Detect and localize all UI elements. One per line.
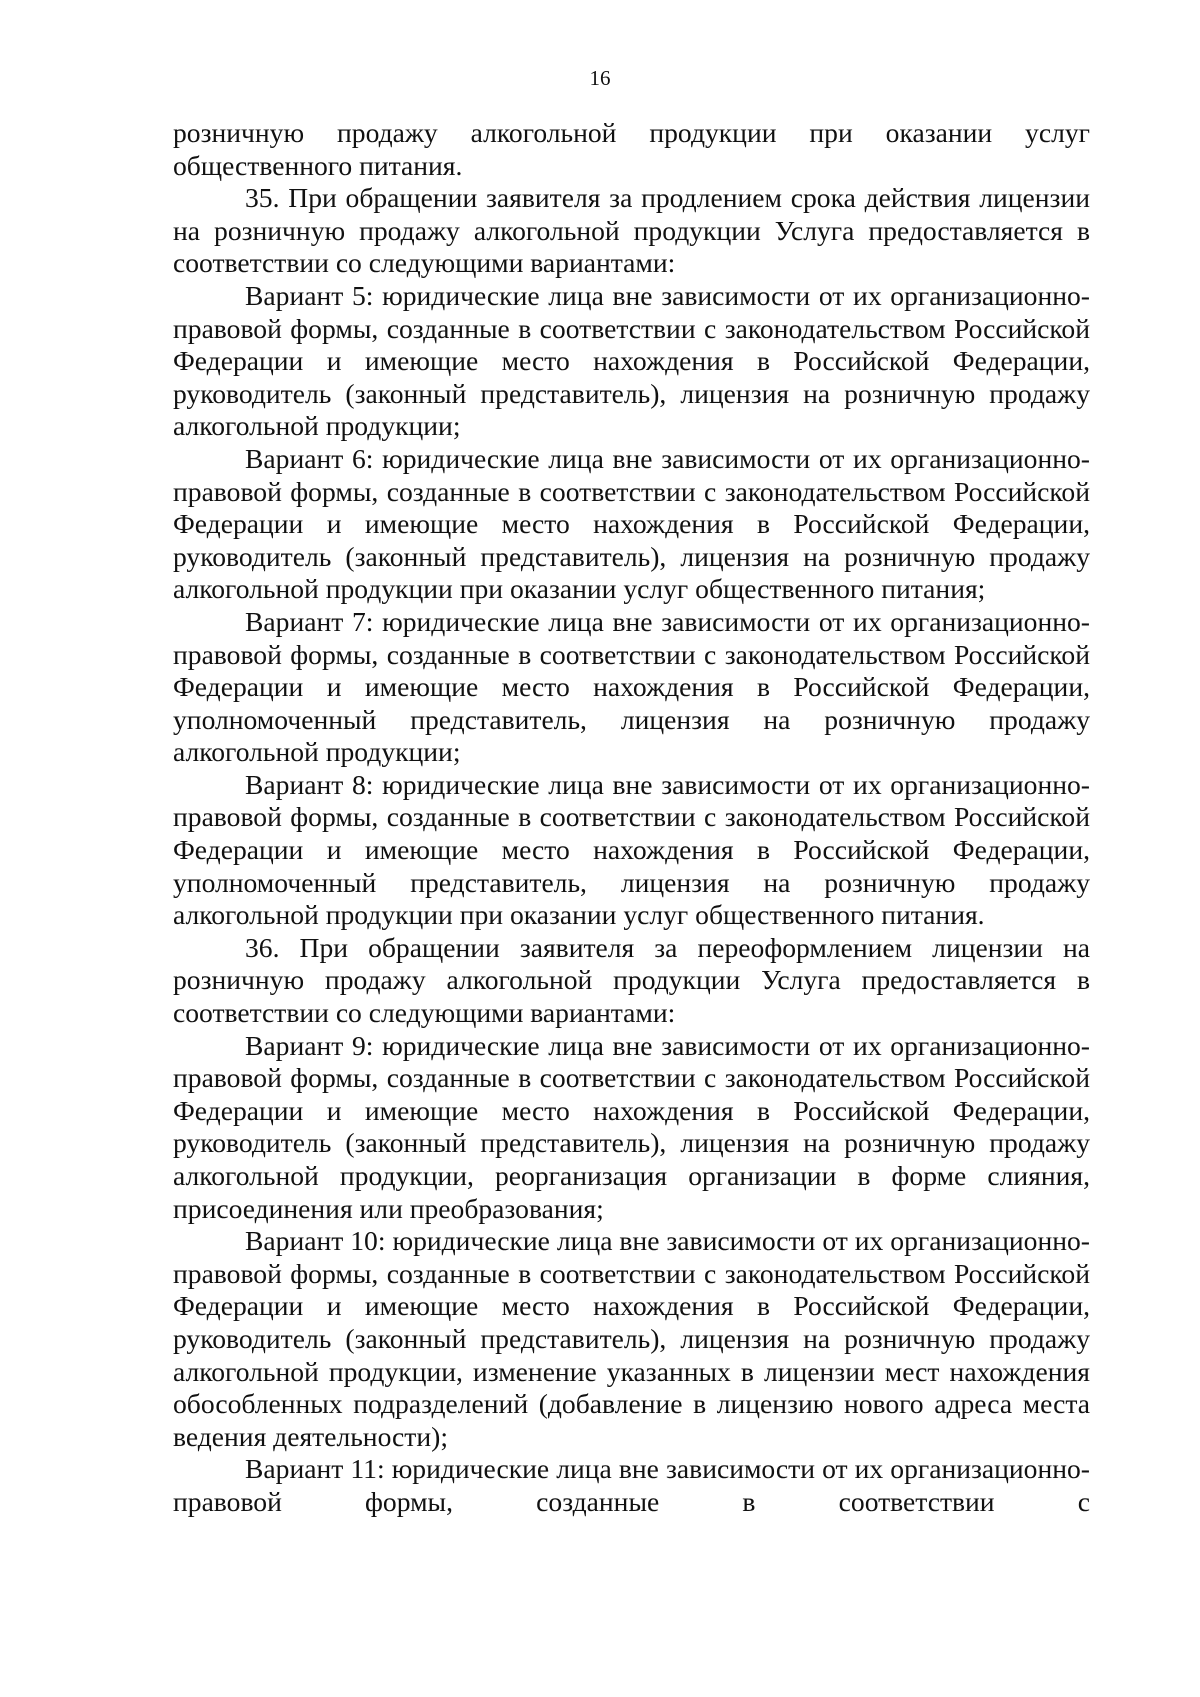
paragraph-variant-9: Вариант 9: юридические лица вне зависимости от их организационно-правовой формы, созданные в соответствии с законодательством Российской Федерации и имеющие место нахождения в Российской Федерации, руководитель (законный представитель), лицензия на розничную продажу алкогольной продукции, реорганизация организации в форме слияния, присоединения или преобразования; xyxy=(173,1029,1090,1224)
paragraph-item-35: 35. При обращении заявителя за продлением срока действия лицензии на розничную продажу алкогольной продукции Услуга предоставляется в соответствии со следующими вариантами: xyxy=(173,182,1090,279)
paragraph-variant-7: Вариант 7: юридические лица вне зависимости от их организационно-правовой формы, созданные в соответствии с законодательством Российской Федерации и имеющие место нахождения в Российской Федерации, уполномоченный представитель, лицензия на розничную продажу алкогольной продукции; xyxy=(173,605,1090,768)
paragraph-continuation: розничную продажу алкогольной продукции при оказании услуг общественного питания. xyxy=(173,117,1090,181)
page-number: 16 xyxy=(589,66,611,90)
paragraph-variant-10: Вариант 10: юридические лица вне зависимости от их организационно-правовой формы, созданные в соответствии с законодательством Российской Федерации и имеющие место нахождения в Российской Федерации, руководитель (законный представитель), лицензия на розничную продажу алкогольной продукции, изменение указанных в лицензии мест нахождения обособленных подразделений (добавление в лицензию нового адреса места ведения деятельности); xyxy=(173,1225,1090,1452)
paragraph-variant-6: Вариант 6: юридические лица вне зависимости от их организационно-правовой формы, созданные в соответствии с законодательством Российской Федерации и имеющие место нахождения в Российской Федерации, руководитель (законный представитель), лицензия на розничную продажу алкогольной продукции при оказании услуг общественного питания; xyxy=(173,442,1090,605)
paragraph-variant-8: Вариант 8: юридические лица вне зависимости от их организационно-правовой формы, созданные в соответствии с законодательством Российской Федерации и имеющие место нахождения в Российской Федерации, уполномоченный представитель, лицензия на розничную продажу алкогольной продукции при оказании услуг общественного питания. xyxy=(173,768,1090,931)
paragraph-variant-11: Вариант 11: юридические лица вне зависимости от их организационно-правовой формы, созданные в соответствии с xyxy=(173,1453,1090,1517)
document-body xyxy=(173,117,1090,1519)
paragraph-variant-5: Вариант 5: юридические лица вне зависимости от их организационно-правовой формы, созданные в соответствии с законодательством Российской Федерации и имеющие место нахождения в Российской Федерации, руководитель (законный представитель), лицензия на розничную продажу алкогольной продукции; xyxy=(173,279,1090,442)
paragraph-item-36: 36. При обращении заявителя за переоформлением лицензии на розничную продажу алкогольной продукции Услуга предоставляется в соответствии со следующими вариантами: xyxy=(173,931,1090,1029)
